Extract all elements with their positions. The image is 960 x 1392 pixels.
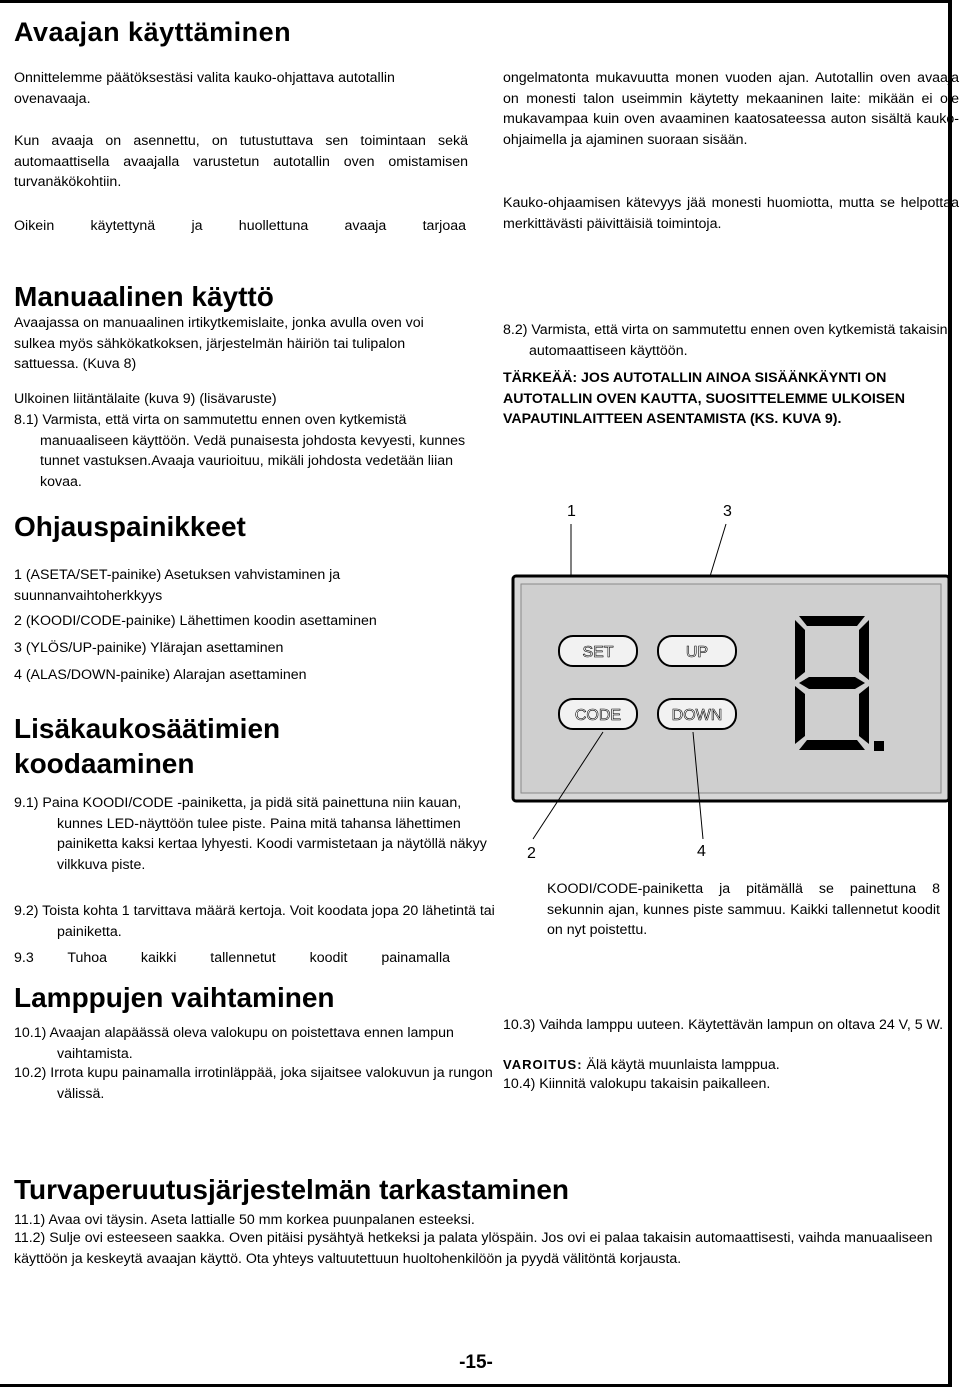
step-11-2: 11.2) Sulje ovi esteeseen saakka. Oven pitäisi pysähtyä hetkeksi ja palata ylöspäin. Jos ovi ei palaa takaisin automaattisesti, vaihda manuaaliseen käyttöön ja keskeytä avaajan käyttö. Ota yhteys valtuutettuun huoltohenkilöön ja pyydä välitöntä korjausta. (14, 1230, 933, 1267)
callout-3: 3 (723, 503, 732, 520)
control-item-4: 4 (ALAS/DOWN-painike) Alarajan asettaminen (14, 667, 307, 683)
callout-2: 2 (527, 845, 536, 862)
step-9-2: 9.2) Toista kohta 1 tarvittava määrä kertoja. Voit koodata jopa 20 lähetintä tai painiketta. (14, 903, 495, 940)
step-8-2: 8.2) Varmista, että virta on sammutettu ennen oven kytkemistä takaisin automaattiseen käyttöön. (503, 322, 948, 359)
callout-4: 4 (697, 843, 706, 860)
title-avaajan-kayttaminen: Avaajan käyttäminen (14, 17, 292, 47)
step-9-3-continued: KOODI/CODE-painiketta ja pitämällä se painettuna 8 sekunnin ajan, kunnes piste sammuu. Kaikki tallennetut koodit on nyt poistettu. (547, 881, 940, 938)
up-button[interactable] (658, 636, 736, 666)
step-10-2: 10.2) Irrota kupu painamalla irrotinläppää, joka sijaitsee valokuvun ja rungon välissä. (14, 1065, 493, 1102)
code-button-label: CODE (574, 707, 622, 724)
title-ohjauspainikkeet: Ohjauspainikkeet (14, 511, 246, 542)
intro-paragraph-3a: Oikein käytettynä ja huollettuna avaaja tarjoaa (14, 218, 466, 234)
intro-paragraph-3b: ongelmatonta mukavuutta monen vuoden ajan. Autotallin oven avaaja on monesti talon useimmin käytetty mekaaninen laite: mikään ei ole mukavampaa kuin oven avaaminen kaatosateessa auton sisältä kauko-ohjaimella ja ajaminen suoraan sisään. (503, 70, 959, 148)
control-item-1: 1 (ASETA/SET-painike) Asetuksen vahvistaminen ja suunnanvaihtoherkkyys (14, 567, 341, 604)
step-10-4: 10.4) Kiinnitä valokupu takaisin paikalleen. (503, 1076, 771, 1092)
code-button[interactable] (559, 699, 637, 729)
down-button[interactable] (658, 699, 736, 729)
step-10-1: 10.1) Avaajan alapäässä oleva valokupu on poistettava ennen lampun vaihtamista. (14, 1025, 454, 1062)
control-panel-figure (503, 494, 952, 874)
step-11-1: 11.1) Avaa ovi täysin. Aseta lattialle 50 mm korkea puunpalanen esteeksi. (14, 1212, 475, 1228)
intro-paragraph-2: Kun avaaja on asennettu, on tutustuttava sen toimintaan sekä automaattisella avaajalla varustetun autotallin oven omistamisen turvanäkökohtiin. (14, 133, 468, 190)
page-number: -15- (459, 1352, 493, 1373)
up-button-label: UP (685, 644, 709, 661)
down-button-label: DOWN (671, 707, 723, 724)
callout-1: 1 (567, 503, 576, 520)
manual-paragraph-1: Avaajassa on manuaalinen irtikytkemislaite, jonka avulla oven voi sulkea myös sähkökatkoksen, järjestelmän häiriön tai tulipalon sattuessa. (Kuva 8) (14, 315, 424, 372)
set-button[interactable] (559, 636, 637, 666)
title-lisakaukosaatimien: Lisäkaukosäätimien (14, 713, 281, 744)
step-8-1: 8.1) Varmista, että virta on sammutettu ennen oven kytkemistä manuaaliseen käyttöön. Vedä punaisesta johdosta kevyesti, kunnes tunnet vastuksen.Avaaja vaurioituu, mikäli johdosta vedetään liian kovaa. (14, 412, 466, 490)
step-9-3: 9.3 Tuhoa kaikki tallennetut koodit painamalla (14, 950, 450, 966)
control-item-3: 3 (YLÖS/UP-painike) Ylärajan asettaminen (14, 640, 284, 656)
lamp-warning-label: VAROITUS: (503, 1057, 583, 1072)
title-turvaperuutus: Turvaperuutusjärjestelmän tarkastaminen (14, 1174, 570, 1205)
lamp-warning-text: Älä käytä muunlaista lamppua. (582, 1057, 780, 1073)
step-10-3: 10.3) Vaihda lamppu uuteen. Käytettävän lampun on oltava 24 V, 5 W. (503, 1017, 944, 1033)
title-lamppujen-vaihtaminen: Lamppujen vaihtaminen (14, 982, 335, 1013)
set-button-label: SET (582, 644, 614, 661)
manual-warning: TÄRKEÄÄ: JOS AUTOTALLIN AINOA SISÄÄNKÄYNTI ON AUTOTALLIN OVEN KAUTTA, SUOSITTELEMME ULKOISEN VAPAUTINLAITTEEN ASENTAMISTA (KS. KUVA 9). (503, 370, 905, 427)
manual-paragraph-2: Ulkoinen liitäntälaite (kuva 9) (lisävaruste) (14, 391, 277, 407)
lamp-warning (503, 1055, 943, 1076)
title-koodaaminen: koodaaminen (14, 748, 195, 779)
intro-paragraph-1: Onnittelemme päätöksestäsi valita kauko-ohjattava autotallin ovenavaaja. (14, 70, 395, 107)
control-item-2: 2 (KOODI/CODE-painike) Lähettimen koodin asettaminen (14, 613, 377, 629)
title-manuaalinen-kaytto: Manuaalinen käyttö (14, 281, 274, 312)
step-9-1: 9.1) Paina KOODI/CODE -painiketta, ja pidä sitä painettuna niin kauan, kunnes LED-näyttöön tulee piste. Paina mitä tahansa lähettimen painiketta kaksi kertaa lyhyesti. Koodi varmistetaan ja näytöllä näkyy vilkkuva piste. (14, 795, 487, 873)
intro-paragraph-4: Kauko-ohjaamisen kätevyys jää monesti huomiotta, mutta se helpottaa merkittävästi päivittäisiä toimintoja. (503, 195, 959, 232)
